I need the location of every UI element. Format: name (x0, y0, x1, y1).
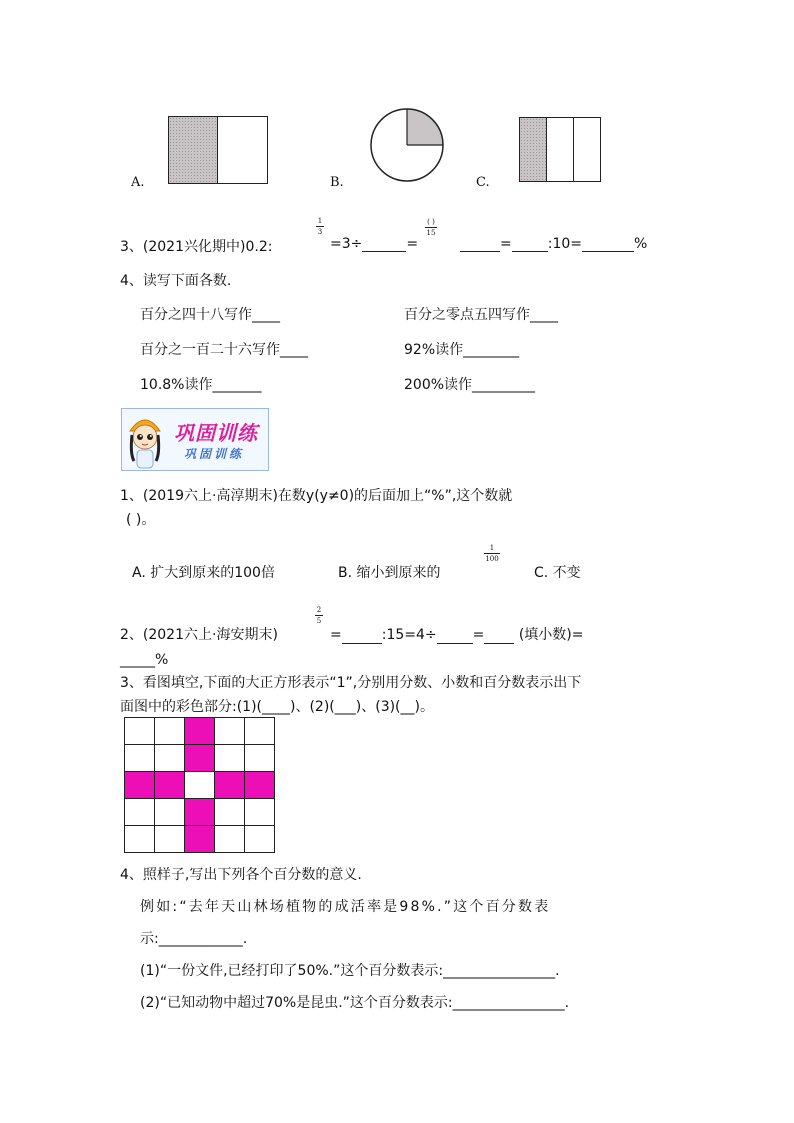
p4-item-2: (2)“已知动物中超过70%是昆虫.”这个百分数表示:________________. (140, 995, 570, 1011)
p3-line2: 面图中的彩色部分:(1)(____)、(2)(___)、(3)(__)。 (120, 699, 434, 715)
practice-banner (121, 408, 269, 471)
p3-line1: 3、看图填空,下面的大正方形表示“1”,分别用分数、小数和百分数表示出下 (120, 675, 582, 691)
p1-option-a[interactable]: A. 扩大到原来的100倍 (132, 565, 275, 581)
p4-item-1: (1)“一份文件,已经打印了50%.”这个百分数表示:________________. (140, 963, 560, 979)
p2-fraction: 2 5 (316, 606, 322, 625)
figure-a (168, 116, 268, 184)
q4-item-3: 百分之一百二十六写作____ (140, 342, 308, 358)
p2-blank-2[interactable] (437, 629, 473, 644)
q4-item-6: 200%读作_________ (404, 377, 536, 393)
p2-line2: _____% (120, 652, 169, 668)
q3-blank-1[interactable] (362, 237, 406, 252)
p1-fraction: 1 100 (485, 544, 499, 563)
p2-blank-3[interactable] (484, 629, 514, 644)
figure-a-label: A. (131, 175, 145, 190)
p2-expression: = :15=4÷ = (填小数)= (330, 627, 584, 643)
q3-expression: =3÷ = (330, 236, 419, 252)
q3-prefix: 3、(2021兴化期中)0.2: (120, 239, 273, 255)
q4-item-4: 92%读作________ (404, 342, 520, 358)
banner-subtitle: 巩固训练 (184, 447, 245, 461)
figure-c-label: C. (476, 175, 490, 190)
figure-b (366, 104, 448, 186)
p2-prefix: 2、(2021六上·海安期末) (120, 627, 278, 643)
q4-title: 4、读写下面各数. (120, 273, 232, 289)
figure-b-label: B. (330, 175, 344, 190)
p1-option-c[interactable]: C. 不变 (534, 565, 581, 581)
q3-blank-4[interactable] (582, 237, 634, 252)
colored-grid (124, 717, 275, 853)
figure-c (519, 117, 601, 182)
girl-mascot-icon (124, 409, 166, 471)
p2-blank-1[interactable] (342, 629, 382, 644)
q4-item-1: 百分之四十八写作____ (140, 307, 280, 323)
q4-item-5: 10.8%读作_______ (140, 377, 262, 393)
figure-a-shaded (169, 117, 218, 183)
p4-example-line2: 示:____________. (140, 931, 248, 947)
banner-title: 巩固训练 (174, 421, 258, 445)
p1-question-line1: 1、(2019六上·高淳期末)在数y(y≠0)的后面加上“%”,这个数就 (120, 488, 513, 504)
q3-fraction-1: 1 3 (317, 217, 323, 236)
q4-item-2: 百分之零点五四写作____ (404, 307, 558, 323)
p1-option-b[interactable]: B. 缩小到原来的 (338, 565, 441, 581)
q3-blank-2[interactable] (460, 237, 500, 252)
q3-blank-3[interactable] (512, 237, 548, 252)
q3-expression-2: = :10= % (460, 236, 647, 252)
p4-title: 4、照样子,写出下列各个百分数的意义. (120, 867, 362, 883)
p4-example-line1: 例如:“去年天山林场植物的成活率是98%.”这个百分数表 (140, 899, 551, 915)
q3-fraction-2: ( ) 15 (426, 218, 436, 237)
p1-question-line2: ( )。 (126, 512, 156, 528)
